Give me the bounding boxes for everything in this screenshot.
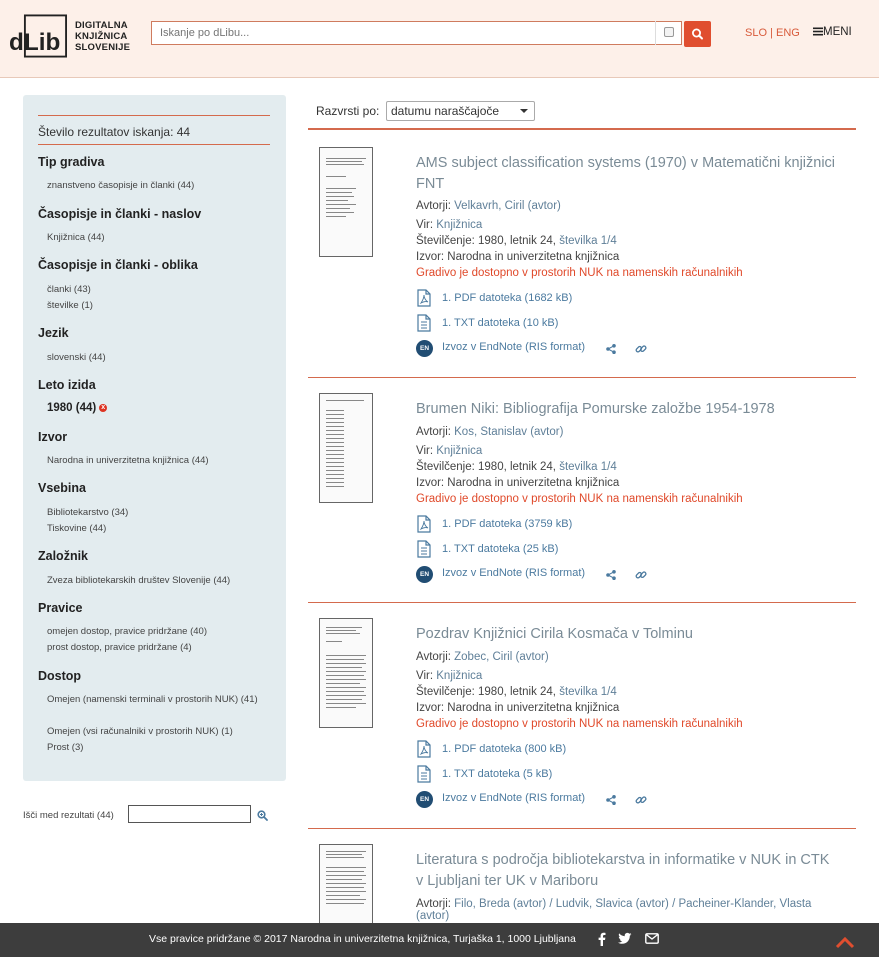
- facet-item[interactable]: Bibliotekarstvo (34): [47, 507, 129, 518]
- permalink-icon[interactable]: [635, 569, 647, 581]
- pdf-file-icon: [416, 515, 432, 533]
- access-warning: Gradivo je dostopno v prostorih NUK na namenskih računalnikih: [416, 493, 743, 505]
- result-thumbnail[interactable]: [319, 844, 373, 923]
- txt-file-icon: [416, 540, 432, 558]
- language-switcher: [745, 27, 800, 39]
- result-numbering: Številčenje: 1980, letnik 24, številka 1/4: [416, 235, 617, 247]
- pdf-file-link[interactable]: 1. PDF datoteka (800 kB): [442, 743, 567, 755]
- sort-label: Razvrsti po:: [316, 104, 380, 118]
- logo-wordmark: DIGITALNA KNJIŽNICA SLOVENIJE: [75, 20, 131, 53]
- hamburger-icon: [813, 27, 823, 36]
- pdf-file-link[interactable]: 1. PDF datoteka (3759 kB): [442, 518, 573, 530]
- facet-item[interactable]: Narodna in univerzitetna knjižnica (44): [47, 455, 209, 466]
- footer-copyright: Vse pravice pridržane © 2017 Narodna in univerzitetna knjižnica, Turjaška 1, 1000 Ljubljana: [149, 933, 576, 945]
- txt-file-link[interactable]: 1. TXT datoteka (10 kB): [442, 317, 559, 329]
- result-item: [308, 378, 856, 602]
- facet-item[interactable]: Tiskovine (44): [47, 523, 107, 534]
- result-authors: Avtorji: Zobec, Ciril (avtor): [416, 651, 549, 663]
- facet-item[interactable]: znanstveno časopisje in članki (44): [47, 180, 195, 191]
- sort-selected-value: datumu naraščajoče: [391, 104, 500, 118]
- result-thumbnail[interactable]: [319, 147, 373, 257]
- facet-item-selected: [47, 401, 269, 417]
- access-warning: Gradivo je dostopno v prostorih NUK na namenskih računalnikih: [416, 267, 743, 279]
- facet-title-journal-name: Časopisje in članki - naslov: [38, 207, 202, 221]
- share-icon[interactable]: [606, 570, 616, 580]
- result-authors: Avtorji: Velkavrh, Ciril (avtor): [416, 200, 561, 212]
- endnote-row: [416, 340, 676, 358]
- facet-item[interactable]: omejen dostop, pravice pridržane (40): [47, 626, 208, 637]
- result-numbering: Številčenje: 1980, letnik 24, številka 1/4: [416, 461, 617, 473]
- issue-link[interactable]: številka 1/4: [559, 686, 617, 698]
- search-within-label: Išči med rezultati (44): [23, 810, 114, 821]
- issue-link[interactable]: številka 1/4: [559, 235, 617, 247]
- facet-item[interactable]: številke (1): [47, 300, 93, 311]
- search-box: [151, 21, 682, 45]
- facet-item[interactable]: Knjižnica (44): [47, 232, 105, 243]
- result-title-link[interactable]: Pozdrav Knjižnici Cirila Kosmača v Tolminu: [416, 626, 693, 642]
- facet-item[interactable]: Omejen (namenski terminali v prostorih NUK) (41): [47, 694, 258, 705]
- author-link[interactable]: Zobec, Ciril (avtor): [454, 651, 549, 663]
- result-title-link[interactable]: Literatura s področja bibliotekarstva in informatike v NUK in CTK v Ljubljani ter UK v Mariboru: [416, 852, 830, 889]
- facet-title-year: Leto izida: [38, 378, 96, 392]
- result-count: Število rezultatov iskanja: 44: [38, 125, 191, 139]
- issue-link[interactable]: številka 1/4: [559, 461, 617, 473]
- facet-title-origin: Izvor: [38, 430, 68, 444]
- endnote-row: [416, 566, 676, 584]
- logo-mark-icon: [9, 14, 67, 58]
- search-within-icon[interactable]: [257, 810, 268, 821]
- result-item: [308, 829, 856, 923]
- share-icon[interactable]: [606, 795, 616, 805]
- facet-title-language: Jezik: [38, 326, 69, 340]
- facet-title-content: Vsebina: [38, 481, 86, 495]
- sidebar-divider: [38, 115, 270, 116]
- pdf-file-icon: [416, 740, 432, 758]
- source-link[interactable]: Knjižnica: [436, 670, 483, 682]
- result-source: Vir: Knjižnica: [416, 670, 483, 682]
- sidebar-divider: [38, 144, 270, 145]
- endnote-row: [416, 791, 676, 809]
- txt-file-icon: [416, 314, 432, 332]
- lang-separator: |: [770, 27, 773, 39]
- result-thumbnail[interactable]: [319, 393, 373, 503]
- site-footer: [0, 923, 879, 957]
- facet-title-rights: Pravice: [38, 601, 83, 615]
- scroll-to-top-icon[interactable]: [835, 935, 855, 949]
- txt-file-icon: [416, 765, 432, 783]
- search-within-input[interactable]: [128, 805, 251, 823]
- txt-file-link[interactable]: 1. TXT datoteka (25 kB): [442, 543, 559, 555]
- search-input[interactable]: [152, 22, 668, 44]
- result-numbering: Številčenje: 1980, letnik 24, številka 1/4: [416, 686, 617, 698]
- facet-item[interactable]: Omejen (vsi računalniki v prostorih NUK) (1): [47, 726, 233, 737]
- endnote-icon: EN: [416, 566, 433, 583]
- source-link[interactable]: Knjižnica: [436, 219, 483, 231]
- result-title-link[interactable]: AMS subject classification systems (1970) v Matematični knjižnici FNT: [416, 155, 836, 192]
- result-item: [308, 130, 856, 376]
- txt-file-link[interactable]: 1. TXT datoteka (5 kB): [442, 768, 553, 780]
- facebook-icon[interactable]: [597, 932, 606, 946]
- pdf-file-link[interactable]: 1. PDF datoteka (1682 kB): [442, 292, 573, 304]
- menu-button[interactable]: MENI: [813, 26, 852, 38]
- email-icon[interactable]: [645, 933, 659, 944]
- share-icon[interactable]: [606, 344, 616, 354]
- result-authors: Avtorji: Filo, Breda (avtor) / Ludvik, Slavica (avtor) / Pacheiner-Klander, Vlasta (avtor): [416, 898, 812, 922]
- facet-title-journal-form: Časopisje in članki - oblika: [38, 258, 198, 272]
- result-origin: Izvor: Narodna in univerzitetna knjižnica: [416, 251, 620, 263]
- facet-title-material-type: Tip gradiva: [38, 155, 105, 169]
- facet-sidebar: [23, 95, 286, 781]
- result-origin: Izvor: Narodna in univerzitetna knjižnica: [416, 702, 620, 714]
- search-option-checkbox[interactable]: [655, 21, 682, 45]
- remove-filter-icon[interactable]: x: [99, 404, 107, 412]
- caret-down-icon: [520, 109, 528, 113]
- access-warning: Gradivo je dostopno v prostorih NUK na namenskih računalnikih: [416, 718, 743, 730]
- result-item: [308, 603, 856, 827]
- endnote-icon: EN: [416, 340, 433, 357]
- facet-item[interactable]: Zveza bibliotekarskih društev Slovenije (44): [47, 575, 231, 586]
- author-link[interactable]: Velkavrh, Ciril (avtor): [454, 200, 561, 212]
- result-authors: Avtorji: Kos, Stanislav (avtor): [416, 426, 564, 438]
- permalink-icon[interactable]: [635, 794, 647, 806]
- result-source: Vir: Knjižnica: [416, 219, 483, 231]
- svg-text:dLib: dLib: [9, 29, 61, 57]
- selected-year-label: 1980 (44): [47, 402, 97, 414]
- result-origin: Izvor: Narodna in univerzitetna knjižnica: [416, 477, 620, 489]
- facet-item[interactable]: prost dostop, pravice pridržane (4): [47, 642, 192, 653]
- site-header: [0, 0, 879, 78]
- author-link[interactable]: Filo, Breda (avtor) / Ludvik, Slavica (avtor) / Pacheiner-Klander, Vlasta (avtor): [416, 898, 812, 922]
- twitter-icon[interactable]: [618, 932, 632, 945]
- endnote-icon: EN: [416, 791, 433, 808]
- facet-item[interactable]: Prost (3): [47, 742, 84, 753]
- lang-eng-link[interactable]: ENG: [776, 27, 800, 39]
- pdf-file-icon: [416, 289, 432, 307]
- result-source: Vir: Knjižnica: [416, 445, 483, 457]
- sort-dropdown[interactable]: [386, 101, 535, 121]
- facet-title-access: Dostop: [38, 669, 82, 683]
- lang-slo-link[interactable]: SLO: [745, 27, 768, 39]
- dlib-logo[interactable]: [9, 14, 134, 60]
- facet-item[interactable]: članki (43): [47, 284, 91, 295]
- search-icon: [684, 21, 711, 47]
- result-title-link[interactable]: Brumen Niki: Bibliografija Pomurske založbe 1954-1978: [416, 401, 775, 417]
- endnote-export-link[interactable]: Izvoz v EndNote (RIS format): [442, 792, 586, 804]
- facet-title-publisher: Založnik: [38, 549, 89, 563]
- permalink-icon[interactable]: [635, 343, 647, 355]
- endnote-export-link[interactable]: Izvoz v EndNote (RIS format): [442, 567, 586, 579]
- author-link[interactable]: Kos, Stanislav (avtor): [454, 426, 564, 438]
- search-button[interactable]: [684, 21, 711, 47]
- facet-item[interactable]: slovenski (44): [47, 352, 106, 363]
- source-link[interactable]: Knjižnica: [436, 445, 483, 457]
- endnote-export-link[interactable]: Izvoz v EndNote (RIS format): [442, 341, 586, 353]
- result-thumbnail[interactable]: [319, 618, 373, 728]
